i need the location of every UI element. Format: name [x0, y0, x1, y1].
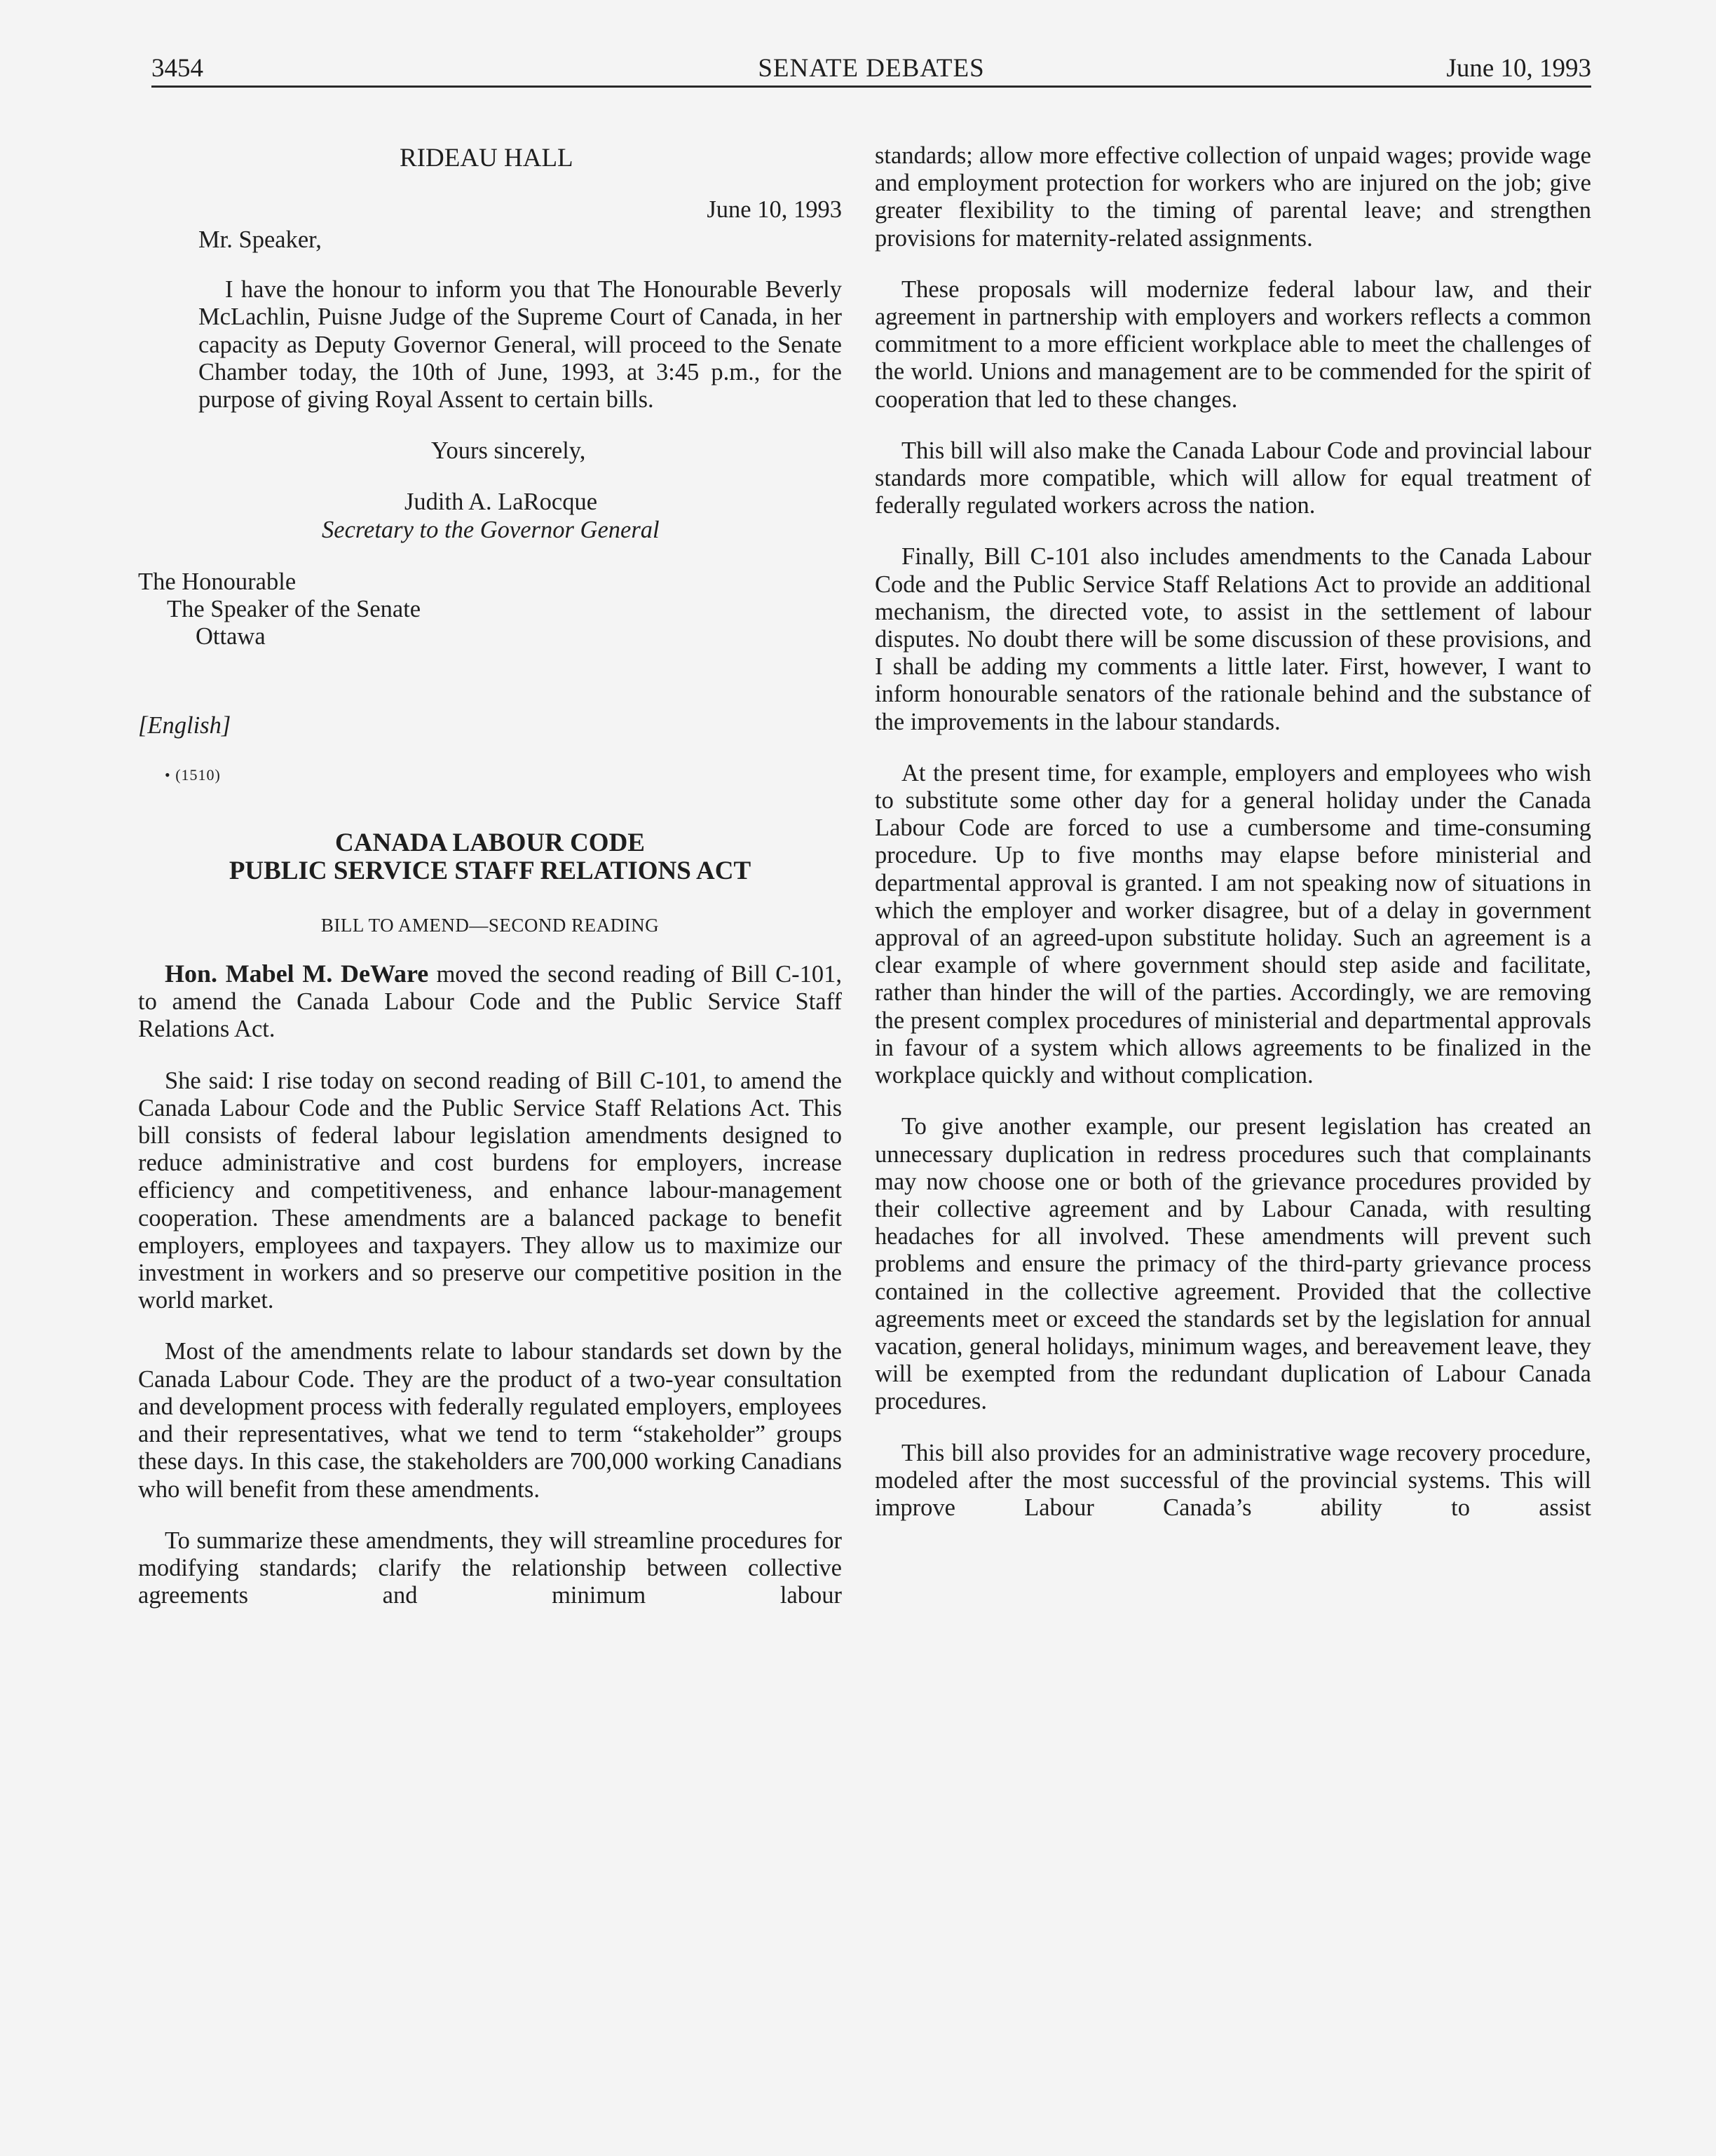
body-paragraph: This bill also provides for an administrative wage recovery procedure, modeled after the most successful of the provincial systems. This will improve Labour Canada’s ability to assist	[875, 1439, 1591, 1521]
body-paragraph: Most of the amendments relate to labour standards set down by the Canada Labour Code. They are the product of a two-year consultation and development process with federally regulated employers, employees and their representatives, what we tend to term “stakeholder” groups these days. In this case, the stakeholders are 700,000 working Canadians who will benefit from these amendments.	[138, 1338, 842, 1503]
signature-title: Secretary to the Governor General	[322, 516, 660, 543]
motion-paragraph	[138, 960, 842, 1044]
running-header	[151, 52, 1591, 88]
motion-text: moved the second reading of Bill C-101, to amend the Canada Labour Code and the Public Service Staff Relations Act.	[138, 961, 842, 1043]
letter-closing: Yours sincerely,	[431, 437, 586, 465]
body-paragraph: standards; allow more effective collection of unpaid wages; provide wage and employment protection for workers who are injured on the job; give greater flexibility to the timing of parental leave; and strengthen provisions for maternity-related assignments.	[875, 142, 1591, 252]
body-paragraph: At the present time, for example, employers and employees who wish to substitute some other day for a general holiday under the Canada Labour Code are forced to use a cumbersome and time-consuming procedure. Up to five months may elapse before ministerial and departmental approval is granted. I am not speaking now of situations in which the employer and worker disagree, but of a delay in government approval of an agreed-upon substitute holiday. Such an agreement is a clear example of where government should step aside and facilitate, rather than hinder the will of the parties. Accordingly, we are removing the present complex procedures of ministerial and departmental approvals in favour of a system which allows agreements to be finalized in the workplace quickly and without complication.	[875, 759, 1591, 1089]
body-paragraph: To summarize these amendments, they will streamline procedures for modifying standards; clarify the relationship between collective agreements and minimum labour	[138, 1527, 842, 1609]
right-column	[875, 142, 1591, 1522]
body-paragraph: Finally, Bill C-101 also includes amendments to the Canada Labour Code and the Public Service Staff Relations Act to provide an additional mechanism, the directed vote, to assist in the settlement of labour disputes. No doubt there will be some discussion of these provisions, and I shall be adding my comments a little later. First, however, I want to inform honourable senators of the rationale behind and the substance of the improvements in the labour standards.	[875, 543, 1591, 735]
address-line: The Honourable	[138, 568, 297, 595]
letter-salutation: Mr. Speaker,	[198, 226, 322, 253]
address-line: The Speaker of the Senate	[167, 596, 421, 623]
address-line: Ottawa	[196, 623, 266, 650]
section-heading-line: PUBLIC SERVICE STAFF RELATIONS ACT	[229, 856, 751, 885]
body-paragraph: This bill will also make the Canada Labour Code and provincial labour standards more compatible, which will allow for equal treatment of federally regulated workers across the nation.	[875, 437, 1591, 519]
left-column	[138, 142, 842, 1609]
section-heading-line: CANADA LABOUR CODE	[335, 828, 645, 857]
language-marker: [English]	[138, 712, 231, 739]
speaker-name: Hon. Mabel M. DeWare	[165, 960, 429, 988]
time-marker: • (1510)	[165, 765, 221, 784]
body-paragraph: To give another example, our present legislation has created an unnecessary duplication in redress procedures such that complainants may now choose one or both of the grievance procedures provided by their collective agreement and by Labour Canada, with resulting headaches for all involved. These amendments will prevent such problems and ensure the primacy of the third-party grievance process contained in the collective agreement. Provided that the collective agreements meet or exceed the standards set by the legislation for annual vacation, general holidays, minimum wages, and bereavement leave, they will be exempted from the redundant duplication of Labour Canada procedures.	[875, 1113, 1591, 1415]
body-paragraph: These proposals will modernize federal labour law, and their agreement in partnership with employers and workers reflects a common commitment to a more efficient workplace able to meet the challenges of the world. Unions and management are to be commended for the spirit of cooperation that led to these changes.	[875, 275, 1591, 413]
signature-name: Judith A. LaRocque	[404, 489, 598, 516]
publication-title: SENATE DEBATES	[758, 54, 985, 83]
letter-body: I have the honour to inform you that The Honourable Beverly McLachlin, Puisne Judge of the Supreme Court of Canada, in her capacity as Deputy Governor General, will proceed to the Senate Chamber today, the 10th of June, 1993, at 3:45 p.m., for the purpose of giving Royal Assent to certain bills.	[198, 276, 842, 414]
section-subheading: BILL TO AMEND—SECOND READING	[320, 914, 660, 936]
header-date: June 10, 1993	[1446, 54, 1591, 83]
letter-heading: RIDEAU HALL	[400, 144, 573, 172]
letter-date: June 10, 1993	[707, 196, 842, 223]
page-number: 3454	[151, 54, 203, 83]
section-heading	[138, 829, 842, 885]
body-paragraph: She said: I rise today on second reading of Bill C-101, to amend the Canada Labour Code and the Public Service Staff Relations Act. This bill consists of federal labour legislation amendments designed to reduce administrative and cost burdens for employers, increase efficiency and competitiveness, and enhance labour-management cooperation. These amendments are a balanced package to benefit employers, employees and taxpayers. They allow us to maximize our investment in workers and so preserve our competitive position in the world market.	[138, 1067, 842, 1314]
